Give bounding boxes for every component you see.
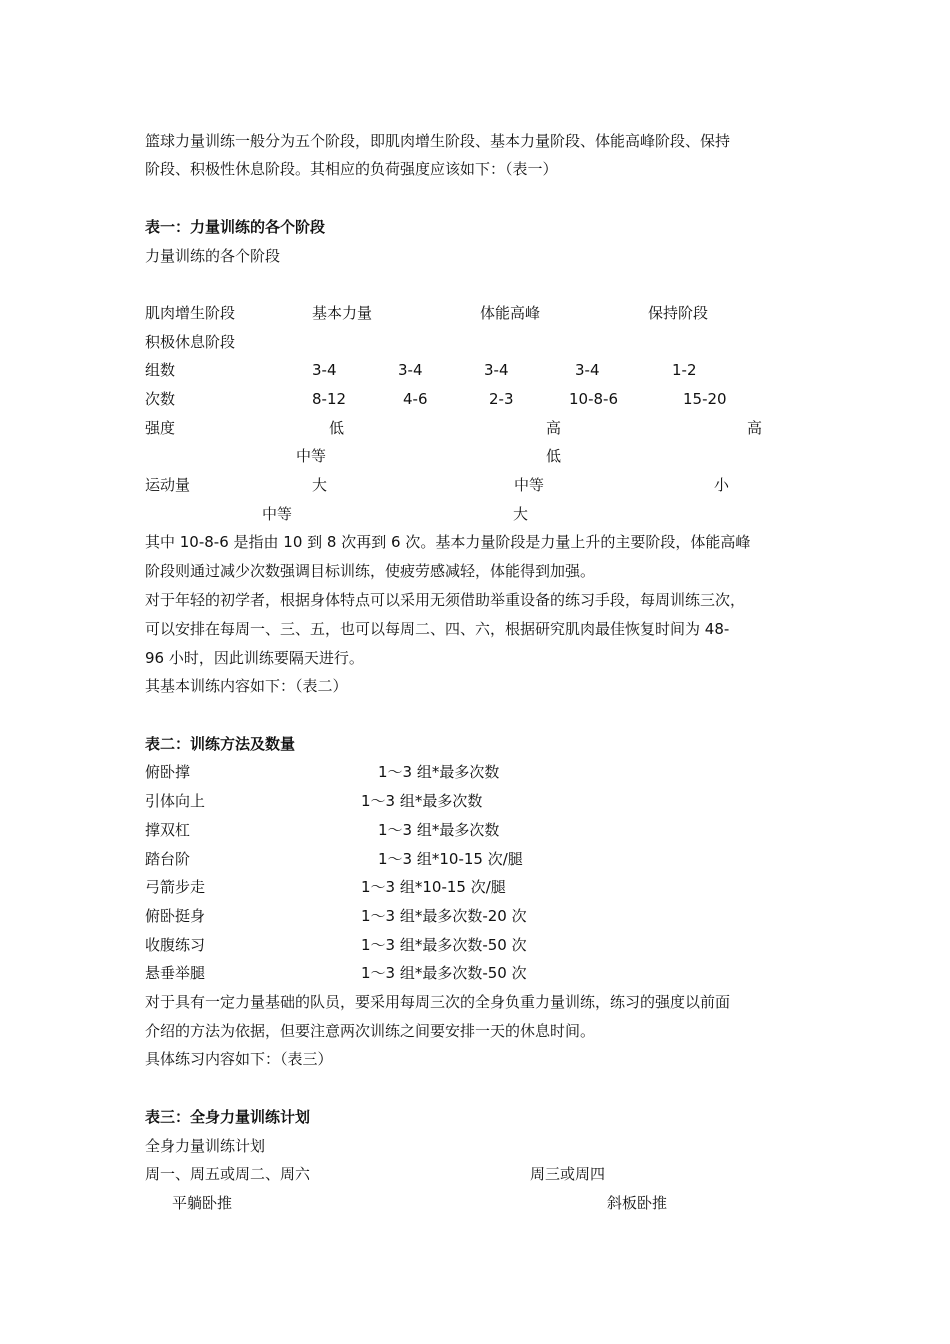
volume-value: 小 [714, 476, 730, 494]
para3-line-2: 介绍的方法为依据，但要注意两次训练之间要安排一天的休息时间。 [145, 1022, 596, 1040]
table3-col2-header: 周三或周四 [530, 1165, 606, 1183]
reps-value: 15-20 [683, 390, 727, 408]
exercise-name: 收腹练习 [145, 936, 206, 954]
stage-header-4: 保持阶段 [648, 304, 709, 322]
exercise-qty: 1～3 组*最多次数 [378, 821, 500, 839]
table3-col1-header: 周一、周五或周二、周六 [145, 1165, 311, 1183]
intensity-value: 低 [329, 419, 345, 437]
exercise-name: 撑双杠 [145, 821, 191, 839]
exercise-qty: 1～3 组*10-15 次/腿 [378, 850, 523, 868]
exercise-qty: 1～3 组*最多次数 [378, 763, 500, 781]
table3-caption: 全身力量训练计划 [145, 1137, 266, 1155]
table3-col1-item: 平躺卧推 [172, 1194, 233, 1212]
para3-line-1: 对于具有一定力量基础的队员，要采用每周三次的全身负重力量训练，练习的强度以前面 [145, 993, 731, 1011]
stage-header-5: 积极休息阶段 [145, 333, 236, 351]
intensity-value: 高 [546, 419, 562, 437]
volume-value: 大 [513, 505, 529, 523]
para2-line-6: 其基本训练内容如下：（表二） [145, 677, 348, 695]
table3-heading: 表三：全身力量训练计划 [145, 1108, 311, 1126]
intensity-value: 中等 [296, 447, 327, 465]
exercise-qty: 1～3 组*最多次数-20 次 [361, 907, 527, 925]
exercise-name: 引体向上 [145, 792, 206, 810]
table1-caption: 力量训练的各个阶段 [145, 247, 281, 265]
reps-value: 8-12 [312, 390, 347, 408]
reps-value: 2-3 [489, 390, 514, 408]
para2-line-4: 可以安排在每周一、三、五，也可以每周二、四、六，根据研究肌肉最佳恢复时间为 48- [145, 620, 730, 638]
sets-value: 3-4 [312, 361, 337, 379]
reps-value: 10-8-6 [569, 390, 618, 408]
table2-heading: 表二：训练方法及数量 [145, 735, 296, 753]
exercise-name: 悬垂举腿 [145, 964, 206, 982]
stage-header-3: 体能高峰 [480, 304, 541, 322]
intensity-value: 高 [747, 419, 763, 437]
exercise-qty: 1～3 组*最多次数-50 次 [361, 936, 527, 954]
exercise-qty: 1～3 组*最多次数-50 次 [361, 964, 527, 982]
para2-line-2: 阶段则通过减少次数强调目标训练，使疲劳感减轻，体能得到加强。 [145, 562, 596, 580]
intro-line-2: 阶段、积极性休息阶段。其相应的负荷强度应该如下：（表一） [145, 160, 558, 178]
sets-value: 3-4 [398, 361, 423, 379]
table1-heading: 表一：力量训练的各个阶段 [145, 218, 326, 236]
para3-line-3: 具体练习内容如下：（表三） [145, 1050, 333, 1068]
exercise-qty: 1～3 组*10-15 次/腿 [361, 878, 506, 896]
reps-value: 4-6 [403, 390, 428, 408]
stage-header-1: 肌肉增生阶段 [145, 304, 236, 322]
sets-value: 1-2 [672, 361, 697, 379]
row-label-intensity: 强度 [145, 419, 176, 437]
volume-value: 中等 [514, 476, 545, 494]
sets-value: 3-4 [575, 361, 600, 379]
para2-line-5: 96 小时，因此训练要隔天进行。 [145, 649, 364, 667]
volume-value: 中等 [262, 505, 293, 523]
exercise-qty: 1～3 组*最多次数 [361, 792, 483, 810]
para2-line-3: 对于年轻的初学者，根据身体特点可以采用无须借助举重设备的练习手段，每周训练三次， [145, 591, 746, 609]
stage-header-2: 基本力量 [312, 304, 373, 322]
exercise-name: 踏台阶 [145, 850, 191, 868]
row-label-sets: 组数 [145, 361, 176, 379]
volume-value: 大 [312, 476, 328, 494]
para2-line-1: 其中 10-8-6 是指由 10 到 8 次再到 6 次。基本力量阶段是力量上升的主要阶段，体能高峰 [145, 533, 751, 551]
exercise-name: 弓箭步走 [145, 878, 206, 896]
row-label-reps: 次数 [145, 390, 176, 408]
row-label-volume: 运动量 [145, 476, 191, 494]
exercise-name: 俯卧挺身 [145, 907, 206, 925]
intro-line-1: 篮球力量训练一般分为五个阶段，即肌肉增生阶段、基本力量阶段、体能高峰阶段、保持 [145, 132, 731, 150]
sets-value: 3-4 [484, 361, 509, 379]
exercise-name: 俯卧撑 [145, 763, 191, 781]
intensity-value: 低 [546, 447, 562, 465]
table3-col2-item: 斜板卧推 [607, 1194, 668, 1212]
